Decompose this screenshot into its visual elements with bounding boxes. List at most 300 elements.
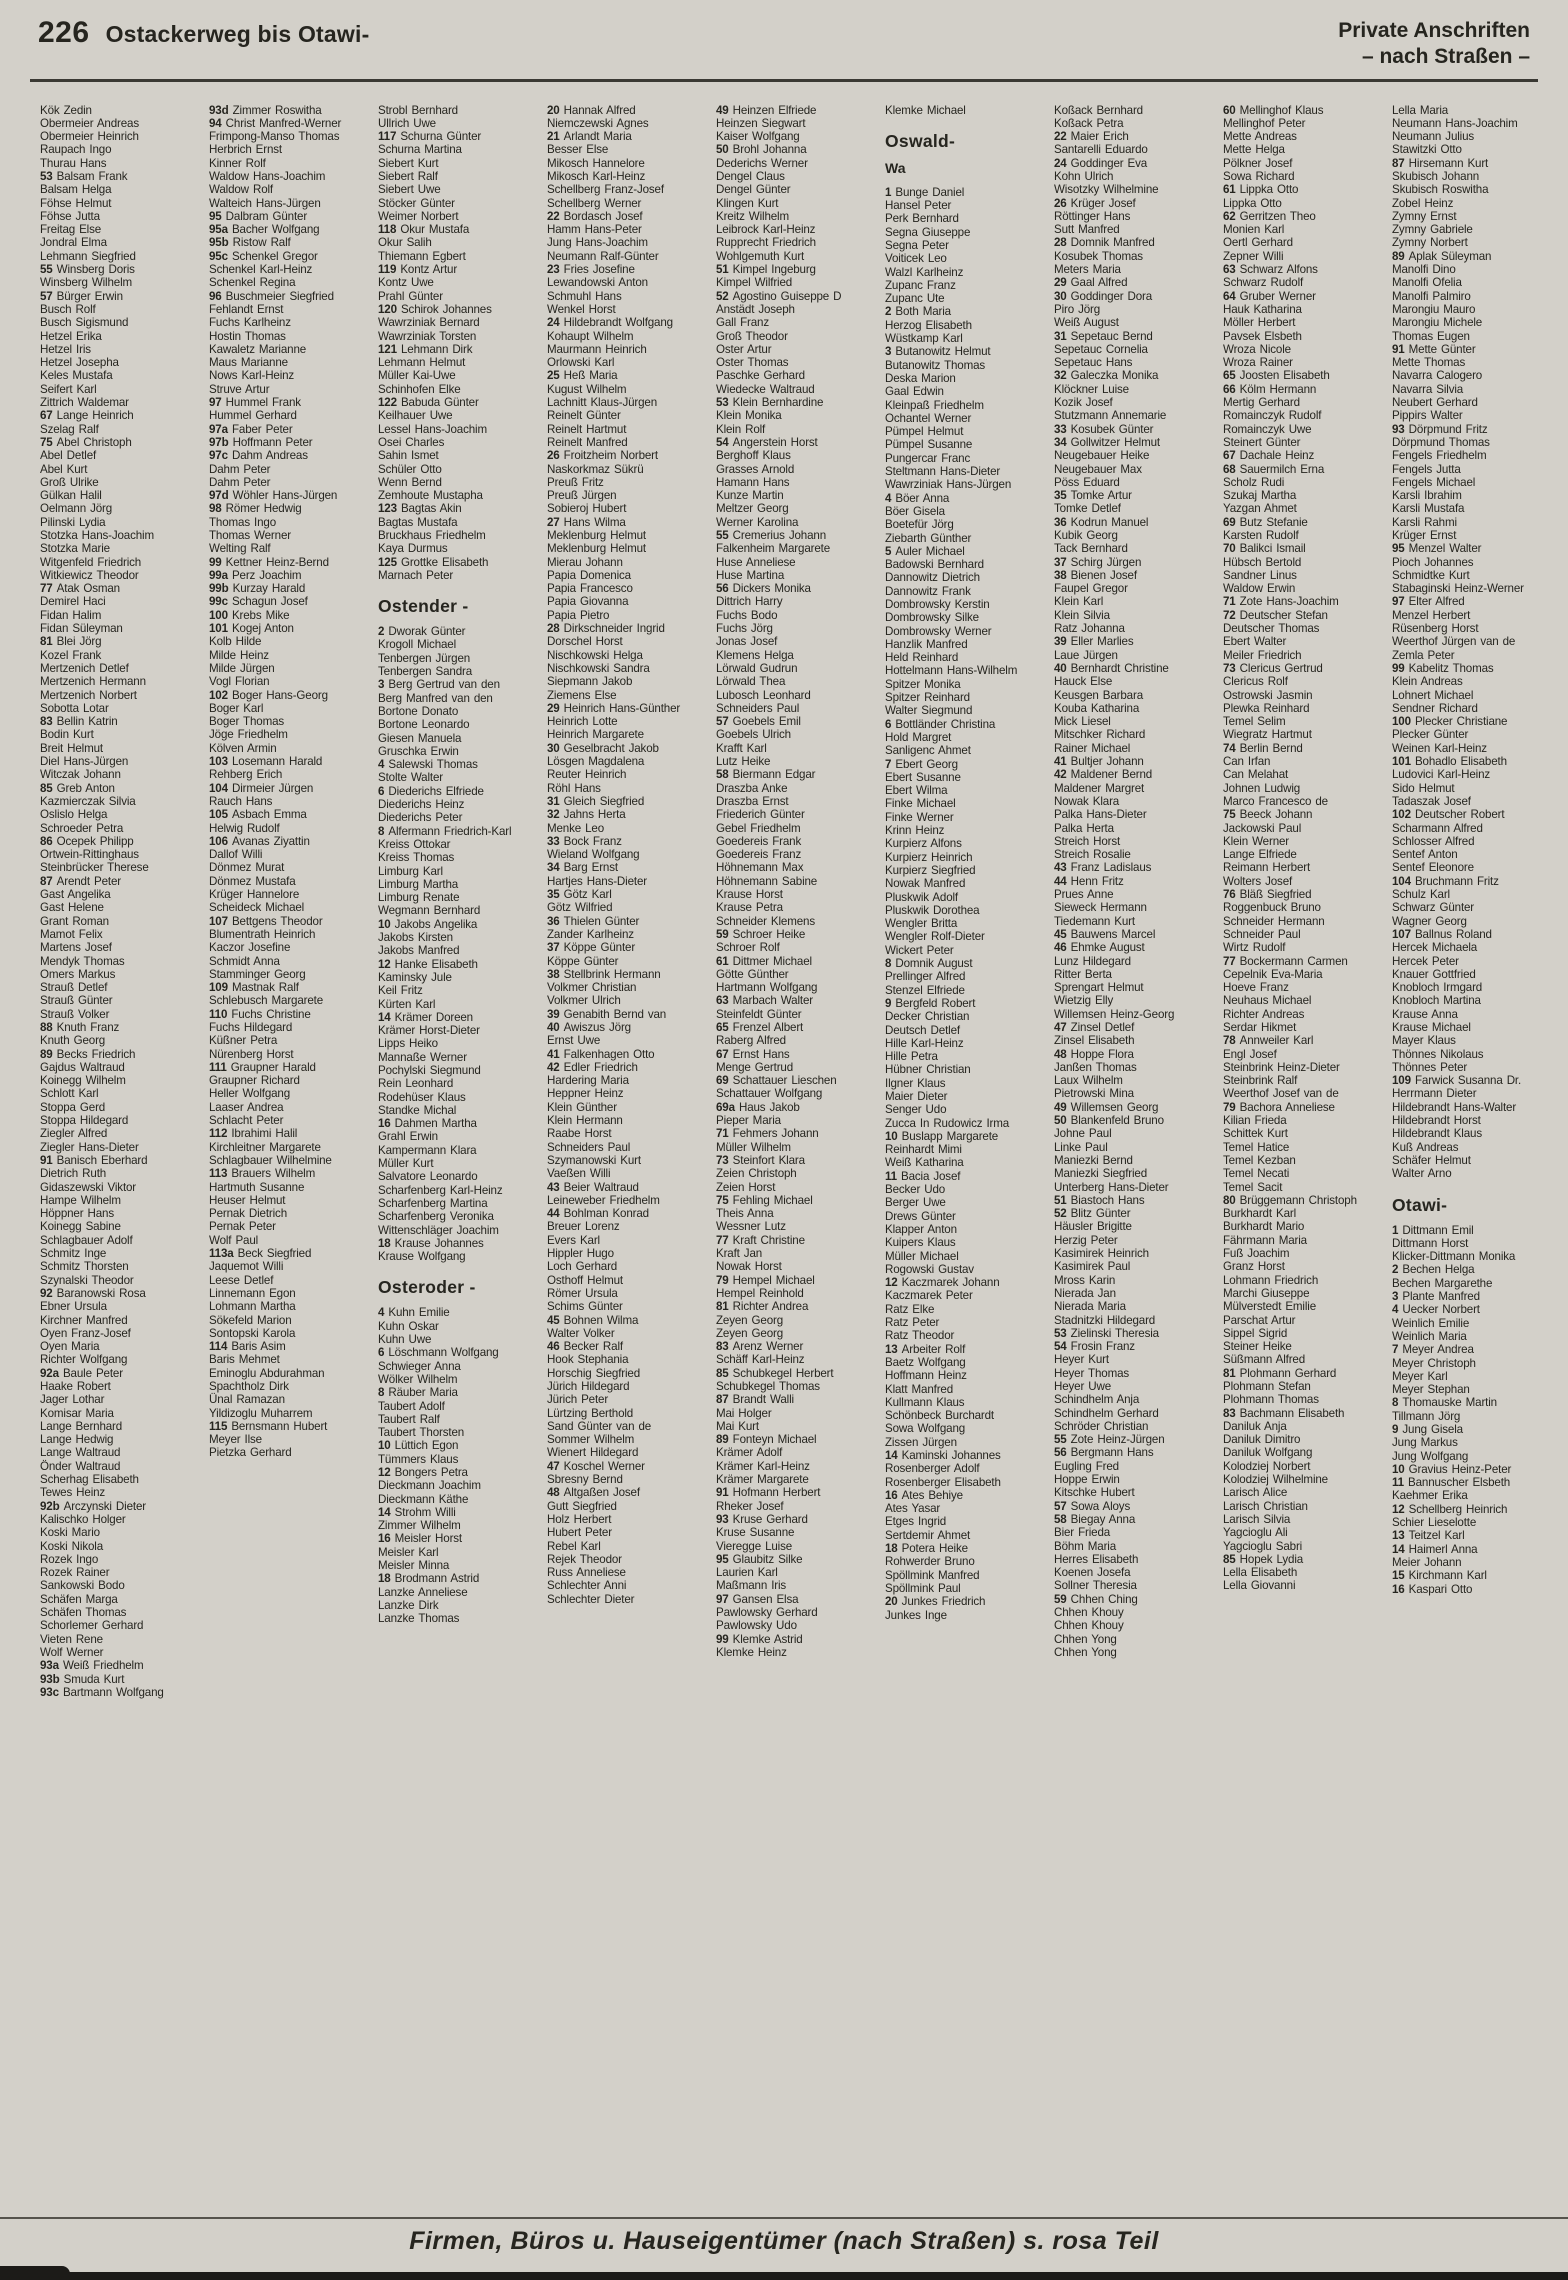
directory-entry: Sepetauc Hans [1054,356,1133,370]
directory-entry: Tomke Detlef [1054,502,1121,516]
directory-entry: Böhm Maria [1054,1539,1116,1553]
directory-entry: 83 Arenz Werner [716,1340,804,1354]
directory-entry: 101 Bohadlo Elisabeth [1392,755,1507,769]
directory-entry: 14 Haimerl Anna [1392,1542,1478,1556]
directory-entry: Kürten Karl [378,997,436,1011]
directory-entry: Mai Holger [716,1406,772,1420]
house-number: 3 [378,678,389,692]
directory-entry: Steiner Heike [1223,1340,1292,1354]
directory-entry: Wietzig Elly [1054,994,1114,1008]
directory-entry: Maniezki Siegfried [1054,1167,1148,1181]
directory-entry: Herres Elisabeth [1054,1552,1139,1566]
directory-entry: Steinbrink Ralf [1223,1074,1298,1088]
house-number: 49 [716,103,733,117]
directory-entry: 55 Winsberg Doris [40,263,135,277]
directory-entry: Krämer Horst-Dieter [378,1024,480,1038]
house-number: 11 [1392,1476,1409,1490]
directory-entry: Wessner Lutz [716,1220,786,1234]
directory-entry: Tümmers Klaus [378,1452,459,1466]
house-number: 51 [716,263,733,277]
directory-entry: Lösgen Magdalena [547,755,645,769]
house-number: 73 [1223,661,1240,675]
directory-entry: Yagcioglu Sabri [1223,1539,1303,1553]
directory-entry: 109 Mastnak Ralf [209,981,299,995]
directory-entry: Nowak Klara [1054,794,1120,808]
directory-entry: 54 Angerstein Horst [716,435,818,449]
directory-entry: Gajdus Waltraud [40,1060,125,1074]
directory-entry: Spitzer Monika [885,677,961,691]
directory-entry: Schlosser Alfred [1392,834,1475,848]
directory-entry: Fidan Halim [40,608,102,622]
house-number: 65 [1223,369,1240,383]
house-number: 44 [547,1207,564,1221]
directory-entry: Ebner Ursula [40,1300,107,1314]
directory-entry: Römer Ursula [547,1286,618,1300]
directory-entry: Kugust Wilhelm [547,382,627,396]
directory-entry: Lürtzing Berthold [547,1406,634,1420]
house-number: 97 [716,1592,733,1606]
house-number: 55 [40,263,57,277]
directory-entry: Hardering Maria [547,1074,629,1088]
directory-entry: Pioch Johannes [1392,555,1474,569]
directory-entry: Ilgner Klaus [885,1076,946,1090]
directory-entry: Lachnitt Klaus-Jürgen [547,396,657,410]
directory-entry: Jöge Friedhelm [209,728,288,742]
directory-entry: Dombrowsky Werner [885,624,992,638]
directory-entry: Schlagbauer Adolf [40,1233,133,1247]
directory-entry: Clericus Rolf [1223,675,1288,689]
directory-entry: Klein Karl [1054,595,1104,609]
directory-entry: Sand Günter van de [547,1419,652,1433]
house-number: 3 [1392,1290,1403,1304]
directory-entry: Marco Francesco de [1223,794,1328,808]
directory-entry: 105 Asbach Emma [209,808,307,822]
directory-entry: Süßmann Alfred [1223,1353,1306,1367]
house-number: 92a [40,1366,63,1380]
header-right-line2: – nach Straßen – [1361,45,1530,69]
house-number: 20 [547,103,564,117]
house-number: 85 [716,1366,733,1380]
directory-entry: 20 Junkes Friedrich [885,1595,986,1609]
directory-entry: Kozik Josef [1054,396,1113,410]
house-number: 85 [1223,1552,1240,1566]
directory-entry: Zobel Heinz [1392,196,1454,210]
directory-entry: Dörpmund Thomas [1392,435,1490,449]
house-number: 28 [547,622,564,636]
directory-entry: Dannowitz Dietrich [885,571,980,585]
directory-entry: 7 Meyer Andrea [1392,1343,1474,1357]
house-number: 9 [1392,1423,1403,1436]
directory-entry: Lunz Hildegard [1054,954,1131,968]
directory-entry: Tack Bernhard [1054,542,1128,556]
directory-entry: Jondral Elma [40,236,107,250]
directory-entry: 95c Schenkel Gregor [209,249,318,263]
directory-entry: Streich Horst [1054,834,1121,848]
directory-entry: Bruckhaus Friedhelm [378,529,486,542]
directory-entry: Goedereis Frank [716,834,802,848]
directory-entry: Deutsch Detlef [885,1023,960,1037]
directory-entry: 10 Gravius Heinz-Peter [1392,1462,1512,1476]
directory-entry: Hamann Hans [716,475,790,489]
directory-entry: Plohmann Thomas [1223,1393,1319,1407]
house-number: 54 [1054,1340,1071,1354]
house-number: 93d [209,103,233,117]
directory-entry: Ratz Elke [885,1302,935,1316]
house-number: 7 [1392,1343,1403,1357]
directory-entry: Pilinski Lydia [40,515,106,529]
directory-entry: 32 Galeczka Monika [1054,369,1159,383]
directory-entry: 11 Bacia Josef [885,1169,961,1183]
directory-entry: 23 Fries Josefine [547,263,635,277]
directory-entry: 14 Kaminski Johannes [885,1449,1001,1462]
directory-entry: Klemke Michael [885,103,966,117]
directory-entry: Kuhn Oskar [378,1319,439,1333]
directory-entry: 64 Gruber Werner [1223,289,1316,303]
directory-entry: 112 Ibrahimi Halil [209,1127,298,1141]
directory-entry: Grahl Erwin [378,1130,438,1144]
directory-entry: Hübner Christian [885,1063,971,1077]
directory-entry: Friederich Günter [716,808,805,822]
directory-entry: 114 Baris Asim [209,1340,286,1354]
directory-entry: Plohmann Stefan [1223,1380,1311,1393]
directory-entry: Neumann Julius [1392,130,1475,144]
directory-entry: 89 Becks Friedrich [40,1047,136,1061]
directory-entry: Weiß Katharina [885,1156,964,1170]
directory-entry: 11 Bannuscher Elsbeth [1392,1476,1511,1490]
directory-entry: 30 Geselbracht Jakob [547,741,659,755]
directory-entry: Obermeier Heinrich [40,130,139,144]
house-number: 92 [40,1286,57,1300]
directory-entry: Fuß Joachim [1223,1247,1290,1261]
directory-entry: 118 Okur Mustafa [378,223,470,237]
page-header [0,0,1568,77]
directory-entry: 44 Henn Fritz [1054,874,1124,888]
directory-entry: 104 Dirmeier Jürgen [209,781,314,795]
directory-entry: 12 Schellberg Heinrich [1392,1502,1508,1516]
house-number: 99b [209,582,233,596]
directory-entry: Rejek Theodor [547,1552,622,1566]
directory-entry: 110 Fuchs Christine [209,1007,311,1021]
directory-entry: Kawaletz Marianne [209,342,307,356]
directory-entry: Oertl Gerhard [1223,236,1293,250]
page-number: 226 [38,16,90,49]
directory-entry: Kuipers Klaus [885,1236,956,1250]
directory-entry: Sertdemir Ahmet [885,1528,971,1542]
directory-entry: Heinrich Lotte [547,715,618,729]
directory-entry: Oelmann Jörg [40,502,113,516]
directory-entry: Gebel Friedhelm [716,821,801,835]
directory-entry: 18 Potera Heike [885,1542,968,1556]
house-number: 50 [1054,1114,1071,1128]
directory-entry: Dannowitz Frank [885,584,971,598]
directory-entry: Krogoll Michael [378,638,457,652]
directory-entry: Schüler Otto [378,462,442,476]
directory-entry: Heinzen Siegwart [716,116,806,130]
directory-entry: Neugebauer Heike [1054,449,1150,463]
house-number: 3 [885,345,896,359]
directory-entry: Junkes Inge [885,1608,947,1622]
directory-entry: 15 Kirchmann Karl [1392,1569,1487,1583]
directory-entry: Rosenberger Adolf [885,1462,980,1476]
directory-entry: 79 Bachora Anneliese [1223,1100,1335,1114]
directory-entry: Schäfen Thomas [40,1606,127,1620]
directory-entry: Weinen Karl-Heinz [1392,741,1487,755]
directory-entry: 6 Diederichs Elfriede [378,784,484,798]
directory-entry: Thomas Werner [209,529,291,542]
directory-entry: Sanligenc Ahmet [885,744,971,758]
directory-entry: Wenkel Horst [547,302,616,316]
directory-entry: 10 Buslapp Margarete [885,1129,999,1143]
directory-entry: 44 Bohlman Konrad [547,1207,649,1221]
house-number: 123 [378,502,401,516]
directory-entry: Jonas Josef [716,635,778,649]
directory-entry: Ostrowski Jasmin [1223,688,1313,702]
directory-entry: Lohmann Martha [209,1300,296,1314]
directory-entry: Nows Karl-Heinz [209,369,295,383]
house-number: 12 [1392,1502,1409,1516]
house-number: 24 [547,316,564,330]
directory-entry: Hoffmann Heinz [885,1369,967,1383]
house-number: 78 [1223,1034,1240,1048]
house-number: 77 [40,582,57,596]
directory-entry: Ziebarth Günther [885,531,972,545]
directory-entry: Kullmann Klaus [885,1395,965,1409]
house-number: 47 [547,1459,564,1473]
directory-entry: Maier Dieter [885,1089,948,1103]
directory-entry: Gruschka Erwin [378,744,459,758]
directory-entry: 27 Hans Wilma [547,515,626,529]
directory-entry: Meyer Christoph [1392,1356,1476,1370]
directory-entry: Can Irfan [1223,755,1271,769]
directory-entry: Dittrich Harry [716,595,783,609]
house-number: 7 [885,757,896,771]
directory-entry: 70 Balikci Ismail [1223,542,1306,556]
house-number: 58 [1054,1512,1071,1526]
directory-entry: 62 Gerritzen Theo [1223,209,1316,223]
directory-entry: 52 Blitz Günter [1054,1207,1131,1221]
directory-entry: Lohmann Friedrich [1223,1273,1319,1287]
directory-entry: Rogowski Gustav [885,1262,974,1276]
directory-entry: Kinner Rolf [209,156,266,170]
directory-entry: Strobl Bernhard [378,103,458,117]
directory-entry: 18 Brodmann Astrid [378,1572,480,1586]
directory-entry: Sowa Richard [1223,169,1295,183]
directory-entry: Navarra Silvia [1392,382,1464,396]
directory-entry: Krüger Ernst [1392,529,1457,542]
house-number: 58 [716,768,733,782]
house-number: 29 [1054,276,1071,290]
house-number: 110 [209,1007,232,1021]
directory-entry: Möller Herbert [1223,316,1296,330]
directory-entry: 88 Knuth Franz [40,1020,120,1034]
directory-entry: Hanzlik Manfred [885,637,968,651]
directory-entry: Abel Detlef [40,449,97,463]
house-number: 61 [716,954,733,968]
directory-entry: Rodehüser Klaus [378,1090,466,1104]
directory-entry: Limburg Renate [378,891,460,905]
house-number: 4 [378,758,389,772]
house-number: 88 [40,1020,57,1034]
directory-entry: Nürenberg Horst [209,1047,294,1061]
house-number: 97a [209,422,232,436]
directory-entry: 81 Richter Andrea [716,1300,809,1314]
directory-entry: Weerthof Jürgen van de [1392,635,1516,649]
directory-entry: 75 Beeck Johann [1223,808,1313,822]
directory-entry: Schurna Martina [378,143,462,157]
house-number: 40 [1054,661,1071,675]
directory-entry: 2 Dworak Günter [378,625,466,639]
directory-entry: Groß Ulrike [40,475,99,489]
directory-entry: 65 Frenzel Albert [716,1020,804,1034]
house-number: 45 [1054,927,1071,941]
directory-entry: Niemczewski Agnes [547,116,649,130]
directory-entry: Larisch Silvia [1223,1512,1291,1526]
directory-entry: 95b Ristow Ralf [209,236,291,250]
directory-entry: Schmidtke Kurt [1392,568,1470,582]
directory-entry: Hold Margret [885,730,952,744]
house-number: 31 [547,794,564,808]
directory-entry: Zittrich Waldemar [40,396,129,410]
directory-entry: Lörwald Thea [716,675,786,689]
directory-entry: Temel Kezban [1223,1153,1296,1167]
directory-entry: Lippka Otto [1223,196,1282,210]
directory-entry: Butanowitz Thomas [885,358,986,372]
directory-entry: 28 Dirkschneider Ingrid [547,622,665,636]
directory-entry: Scharfenberg Martina [378,1196,488,1210]
directory-entry: Schröder Christian [1054,1419,1149,1433]
header-right [1338,16,1530,71]
directory-entry: 97 Gansen Elsa [716,1592,799,1606]
directory-entry: Kurpierz Heinrich [885,850,973,864]
directory-entry: Gaal Edwin [885,385,944,399]
directory-entry: Klein Rolf [716,422,766,436]
directory-entry: 100 Plecker Christiane [1392,715,1508,729]
directory-entry: 3 Butanowitz Helmut [885,345,991,359]
directory-entry: Rosenberger Elisabeth [885,1475,1001,1489]
house-number: 79 [1223,1100,1240,1114]
house-number: 5 [885,544,896,558]
directory-entry: Baris Mehmet [209,1353,280,1367]
directory-entry: Scheideck Michael [209,901,305,915]
directory-entry: Holz Herbert [547,1512,612,1526]
directory-entry: Koenen Josefa [1054,1566,1131,1580]
directory-entry: Schneiders Paul [716,701,800,715]
house-number: 93c [40,1685,63,1699]
house-number: 46 [547,1340,564,1354]
directory-entry: Weinlich Emilie [1392,1316,1470,1330]
directory-entry: Pümpel Helmut [885,425,964,439]
directory-entry: Krause Wolfgang [378,1250,466,1264]
house-number: 53 [1054,1326,1071,1340]
directory-entry: Schäfen Marga [40,1592,118,1606]
directory-entry: Huse Martina [716,568,785,582]
directory-entry: 102 Deutscher Robert [1392,808,1505,822]
directory-entry: Maniezki Bernd [1054,1153,1133,1167]
directory-entry: 77 Kraft Christine [716,1233,805,1247]
directory-entry: 89 Aplak Süleyman [1392,249,1492,263]
directory-entry: Papia Domenica [547,568,631,582]
directory-entry: Witczak Johann [40,768,121,782]
directory-entry: 22 Bordasch Josef [547,209,643,223]
directory-entry: Waldow Hans-Joachim [209,169,326,183]
directory-entry: Hippler Hugo [547,1247,614,1261]
directory-entry: Hetzel Josepha [40,356,119,370]
directory-entry: Raabe Horst [547,1127,612,1141]
directory-entry: Kurpierz Siegfried [885,863,976,877]
directory-entry: Schinhofen Elke [378,382,461,396]
house-number: 14 [378,1010,395,1024]
directory-entry: Sprengart Helmut [1054,981,1144,995]
directory-entry: Strauß Günter [40,994,113,1008]
directory-entry: Skubisch Roswitha [1392,183,1489,197]
directory-entry: Seifert Karl [40,382,97,396]
house-number: 57 [1054,1499,1071,1513]
directory-entry: 71 Fehmers Johann [716,1127,819,1141]
directory-entry: 101 Kogej Anton [209,622,294,636]
house-number: 101 [1392,755,1415,769]
directory-entry: 104 Bruchmann Fritz [1392,874,1499,888]
directory-entry: Volkmer Ulrich [547,994,621,1008]
directory-entry: Segna Peter [885,238,949,252]
house-number: 104 [209,781,232,795]
directory-entry: 59 Chhen Ching [1054,1592,1138,1606]
directory-entry: Zemla Peter [1392,648,1455,662]
directory-entry: Karsli Rahmi [1392,515,1457,529]
directory-entry: 99a Perz Joachim [209,568,302,582]
directory-entry: Boger Karl [209,701,264,715]
house-number: 48 [1054,1047,1071,1061]
directory-entry: Wickert Peter [885,943,954,957]
directory-entry: Schlott Karl [40,1087,99,1101]
directory-entry: Reinhardt Mimi [885,1143,962,1157]
directory-entry: Jung Hans-Joachim [547,236,648,250]
directory-entry: Pölkner Josef [1223,156,1293,170]
house-number: 102 [1392,808,1415,822]
directory-entry: Meters Maria [1054,263,1121,277]
directory-entry: Kazmierczak Silvia [40,794,136,808]
house-number: 59 [1054,1592,1071,1606]
directory-entry: Osthoff Helmut [547,1273,624,1287]
directory-entry: Ziegler Alfred [40,1127,108,1141]
directory-entry: Meisler Minna [378,1559,450,1573]
directory-entry: Klein Andreas [1392,675,1463,689]
directory-entry: Kreiss Thomas [378,851,455,865]
directory-entry: Jakobs Kirsten [378,931,453,945]
directory-entry: Senger Udo [885,1103,947,1117]
house-number: 97c [209,449,232,463]
directory-entry: Thurau Hans [40,156,107,170]
directory-entry: Dieckmann Käthe [378,1492,469,1506]
directory-entry: Waldow Rolf [209,183,273,197]
directory-entry: Koinegg Wilhelm [40,1074,126,1088]
directory-entry: Sentef Eleonore [1392,861,1474,875]
directory-entry: Hansel Peter [885,199,952,213]
house-number: 64 [1223,289,1240,303]
directory-entry: 34 Barg Ernst [547,861,618,875]
directory-entry: Lutz Heike [716,755,771,769]
directory-entry: Witkiewicz Theodor [40,568,139,582]
house-number: 91 [716,1486,733,1500]
directory-entry: 99 Klemke Astrid [716,1632,803,1646]
directory-entry: Zeien Christoph [716,1167,797,1181]
directory-entry: 60 Mellinghof Klaus [1223,103,1324,117]
directory-entry: Komisar Maria [40,1406,114,1420]
directory-entry: 69 Butz Stefanie [1223,515,1308,529]
directory-entry: Hummel Gerhard [209,409,297,423]
house-number: 36 [547,914,564,928]
directory-entry: Okur Salih [378,236,432,250]
directory-entry: Wiegratz Hartmut [1223,728,1312,742]
